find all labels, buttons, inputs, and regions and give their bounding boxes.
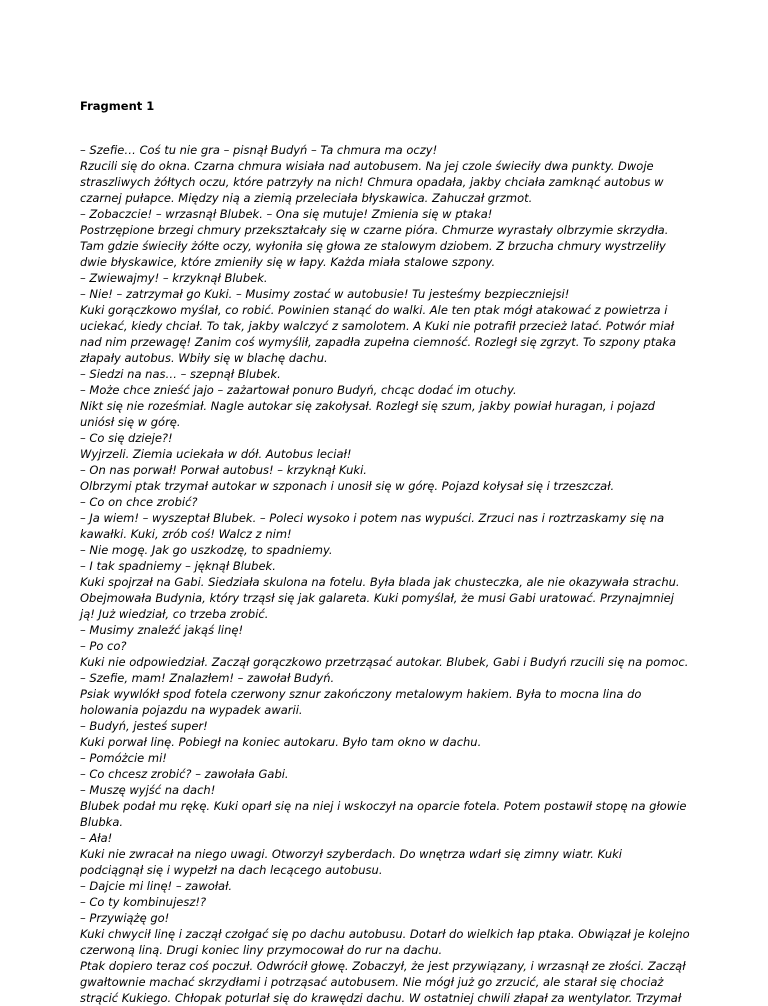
text-line: Wyjrzeli. Ziemia uciekała w dół. Autobus leciał! bbox=[80, 447, 352, 461]
text-line: Olbrzymi ptak trzymał autokar w szponach i unosił się w górę. Pojazd kołysał się i trzeszczał. bbox=[80, 479, 615, 493]
text-line: czarnej pułapce. Między nią a ziemią przeleciała błyskawica. Zahuczał grzmot. bbox=[80, 191, 533, 205]
text-line: kawałki. Kuki, zrób coś! Walcz z nim! bbox=[80, 527, 292, 541]
text-line: Postrzępione brzegi chmury przekształcały się w czarne pióra. Chmurze wyrastały olbrzymie skrzydła. bbox=[80, 223, 669, 237]
text-line: czerwoną liną. Drugi koniec liny przymocował do rur na dachu. bbox=[80, 943, 443, 957]
text-line: – Zobaczcie! – wrzasnął Blubek. – Ona się mutuje! Zmienia się w ptaka! bbox=[80, 207, 493, 221]
text-line: – Siedzi na nas… – szepnął Blubek. bbox=[80, 367, 281, 381]
text-line: – I tak spadniemy – jęknął Blubek. bbox=[80, 559, 276, 573]
text-line: – Co on chce zrobić? bbox=[80, 495, 198, 509]
text-line: Rzucili się do okna. Czarna chmura wisiała nad autobusem. Na jej czole świeciły dwa punkty. Dwoje bbox=[80, 159, 654, 173]
text-line: podciągnął się i wypełzł na dach lecącego autobusu. bbox=[80, 863, 383, 877]
text-line: Tam gdzie świeciły żółte oczy, wyłoniła się głowa ze stalowym dziobem. Z brzucha chmury wystrzeliły bbox=[80, 239, 666, 253]
text-line: – Zwiewajmy! – krzyknął Blubek. bbox=[80, 271, 268, 285]
text-line: Obejmowała Budynia, który trząsł się jak galareta. Kuki pomyślał, że musi Gabi uratować. Przynajmniej bbox=[80, 591, 674, 605]
text-line: Nikt się nie roześmiał. Nagle autokar się zakołysał. Rozległ się szum, jakby powiał huragan, i pojazd bbox=[80, 399, 655, 413]
text-line: – Po co? bbox=[80, 639, 127, 653]
text-line: – Szefie, mam! Znalazłem! – zawołał Budyń. bbox=[80, 671, 335, 685]
text-line: – Dajcie mi linę! – zawołał. bbox=[80, 879, 233, 893]
text-line: złapały autobus. Wbiły się w blachę dachu. bbox=[80, 351, 328, 365]
text-line: uniósł się w górę. bbox=[80, 415, 181, 429]
text-line: – Może chce znieść jajo – zażartował ponuro Budyń, chcąc dodać im otuchy. bbox=[80, 383, 517, 397]
text-line: nad nim przewagę! Zanim coś wymyślił, zapadła zupełna ciemność. Rozległ się zgrzyt. To szpony ptaka bbox=[80, 335, 677, 349]
text-line: – Szefie… Coś tu nie gra – pisnął Budyń – Ta chmura ma oczy! bbox=[80, 143, 438, 157]
text-line: – Co ty kombinujesz!? bbox=[80, 895, 207, 909]
text-line: Kuki porwał linę. Pobiegł na koniec autokaru. Było tam okno w dachu. bbox=[80, 735, 482, 749]
text-line: – Budyń, jesteś super! bbox=[80, 719, 208, 733]
text-line: – Musimy znaleźć jakąś linę! bbox=[80, 623, 244, 637]
text-line: Kuki nie odpowiedział. Zaczął gorączkowo przetrząsać autokar. Blubek, Gabi i Budyń rzucili się na pomoc. bbox=[80, 655, 689, 669]
text-line: – Pomóżcie mi! bbox=[80, 751, 167, 765]
text-line: Blubka. bbox=[80, 815, 124, 829]
text-line: – Ała! bbox=[80, 831, 113, 845]
text-line: – Muszę wyjść na dach! bbox=[80, 783, 216, 797]
text-line: Kuki chwycił linę i zaczął czołgać się po dachu autobusu. Dotarł do wielkich łap ptaka. Obwiązał je kolejno bbox=[80, 927, 690, 941]
text-line: strącić Kukiego. Chłopak poturlał się do krawędzi dachu. W ostatniej chwili złapał za wentylator. Trzymał bbox=[80, 991, 682, 1005]
text-line: ją! Już wiedział, co trzeba zrobić. bbox=[80, 607, 269, 621]
fragment-heading: Fragment 1 bbox=[80, 99, 155, 113]
text-line: – On nas porwał! Porwał autobus! – krzyknął Kuki. bbox=[80, 463, 367, 477]
text-line: – Ja wiem! – wyszeptał Blubek. – Poleci wysoko i potem nas wypuści. Zrzuci nas i roztrzaskamy się na bbox=[80, 511, 665, 525]
text-line: holowania pojazdu na wypadek awarii. bbox=[80, 703, 303, 717]
text-line: – Nie mogę. Jak go uszkodzę, to spadniemy. bbox=[80, 543, 333, 557]
text-line: – Przywiążę go! bbox=[80, 911, 170, 925]
text-line: Ptak dopiero teraz coś poczuł. Odwrócił głowę. Zobaczył, że jest przywiązany, i wrzasnął ze złości. Zaczął bbox=[80, 959, 686, 973]
text-line: Psiak wywlókł spod fotela czerwony sznur zakończony metalowym hakiem. Była to mocna lina do bbox=[80, 687, 642, 701]
text-line: Blubek podał mu rękę. Kuki oparł się na niej i wskoczył na oparcie fotela. Potem postawił stopę na głowie bbox=[80, 799, 687, 813]
text-line: Kuki nie zwracał na niego uwagi. Otworzył szyberdach. Do wnętrza wdarł się zimny wiatr. Kuki bbox=[80, 847, 622, 861]
story-text bbox=[80, 142, 692, 1006]
text-line: uciekać, kiedy chciał. To tak, jakby walczyć z samolotem. A Kuki nie potrafił przecież latać. Potwór miał bbox=[80, 319, 674, 333]
text-line: Kuki gorączkowo myślał, co robić. Powinien stanąć do walki. Ale ten ptak mógł atakować z powietrza i bbox=[80, 303, 668, 317]
text-line: gwałtownie machać skrzydłami i potrząsać autobusem. Nie mógł już go zrzucić, ale starał się chociaż bbox=[80, 975, 664, 989]
text-line: – Nie! – zatrzymał go Kuki. – Musimy zostać w autobusie! Tu jesteśmy bezpieczniejsi! bbox=[80, 287, 570, 301]
text-line: – Co chcesz zrobić? – zawołała Gabi. bbox=[80, 767, 289, 781]
text-line: Kuki spojrzał na Gabi. Siedziała skulona na fotelu. Była blada jak chusteczka, ale nie okazywała strachu. bbox=[80, 575, 680, 589]
text-line: – Co się dzieje?! bbox=[80, 431, 173, 445]
text-line: dwie błyskawice, które zmieniły się w łapy. Każda miała stalowe szpony. bbox=[80, 255, 496, 269]
text-line: straszliwych żółtych oczu, które patrzyły na nich! Chmura opadała, jakby chciała zamknąć autobus w bbox=[80, 175, 664, 189]
